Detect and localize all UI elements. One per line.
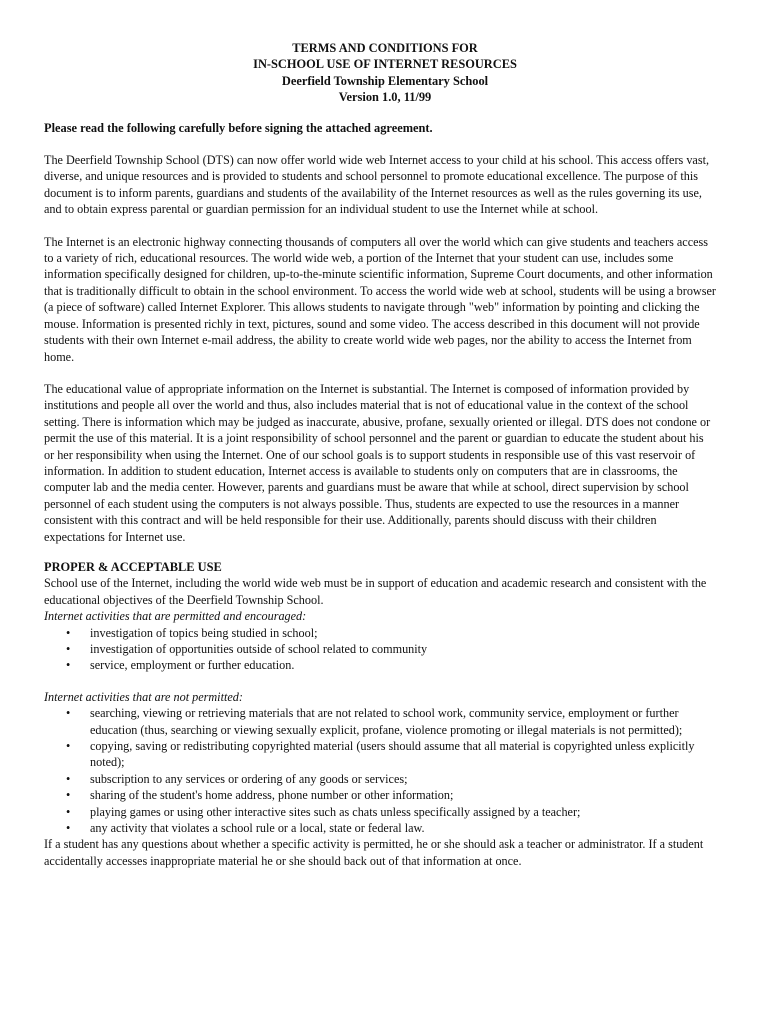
bullet-icon: • [66,739,71,754]
list-item: • investigation of opportunities outside of school related to community [66,642,428,656]
bullet-icon: • [66,804,71,819]
section-heading-acceptable-use: PROPER & ACCEPTABLE USE [44,559,222,574]
bullet-icon: • [66,706,71,721]
acceptable-use-body: School use of the Internet, including the world wide web must be in support of education and academic research and consistent with the educational objectives of the Deerfield Township School. [44,576,707,607]
bullet-icon: • [66,821,71,836]
list-item: • searching, viewing or retrieving materials that are not related to school work, community service, employment or further education (thus, searching or viewing sexually explicit, profane, violence promoting or illegal materials is not permitted); [66,706,683,737]
bullet-icon: • [66,658,71,673]
list-item: • copying, saving or redistributing copyrighted material (users should assume that all material is copyrighted unless explicitly noted); [66,739,695,770]
not-permitted-list [44,705,716,836]
document-page [44,40,716,869]
closing-paragraph: If a student has any questions about whether a specific activity is permitted, he or she should ask a teacher or administrator. If a student accidentally accesses inappropriate material he or she should back out of that information at once. [44,837,704,868]
version-line: Version 1.0, 11/99 [338,90,432,105]
bullet-icon: • [66,771,71,786]
intro-instruction: Please read the following carefully before signing the attached agreement. [44,120,433,135]
bullet-icon: • [66,788,71,803]
paragraph-educational-value: The educational value of appropriate information on the Internet is substantial. The Internet is composed of information provided by institutions and people all over the world and thus, also includes material that is not of educational value in the context of the school setting. There is information which may be judged as inaccurate, abusive, profane, sexually oriented or illegal. DTS does not condone or permit the use of this material. It is a joint responsibility of school personnel and the parent or guardian to educate the student about his or her responsibility when using the Internet. One of our school goals is to support students in responsible use of this vast reservoir of information. In addition to student education, Internet access is available to students only on computers that are in classrooms, the computer lab and the media center. However, parents and guardians must be aware that while at school, direct supervision by school personnel of each student using the computers is not always possible. Thus, students are expected to use the resources in a manner consistent with this contract and will be held responsible for their use. Additionally, parents should discuss with their children expectations for Internet use. [44,381,711,544]
bullet-icon: • [66,642,71,656]
list-item: • subscription to any services or ordering of any goods or services; [66,771,408,786]
permitted-label: Internet activities that are permitted and encouraged: [44,609,307,624]
list-item: • sharing of the student's home address, phone number or other information; [66,788,454,803]
title-line-2: IN-SCHOOL USE OF INTERNET RESOURCES [253,57,517,72]
document-title-block [54,40,716,106]
list-item: • any activity that violates a school rule or a local, state or federal law. [66,821,425,836]
school-name: Deerfield Township Elementary School [281,73,489,88]
list-item: • service, employment or further education. [66,658,295,673]
not-permitted-label: Internet activities that are not permitted: [44,689,243,704]
list-item: • playing games or using other interactive sites such as chats unless specifically assigned by a teacher; [66,804,581,819]
paragraph-purpose: The Deerfield Township School (DTS) can now offer world wide web Internet access to your child at his school. This access offers vast, diverse, and unique resources and is provided to students and school personnel to promote educational excellence. The purpose of this document is to inform parents, guardians and students of the availability of the Internet resources as well as the rules governing its use, and to obtain express parental or guardian permission for an individual student to use the Internet while at school. [44,153,709,217]
paragraph-internet-description: The Internet is an electronic highway connecting thousands of computers all over the world which can give students and teachers access to a variety of rich, educational resources. The world wide web, a portion of the Internet that your student can use, includes some information specifically designed for children, up-to-the-minute scientific information, Supreme Court documents, and other information that is traditionally difficult to obtain in the school environment. To access the world wide web at school, students will be using a browser (a piece of software) called Internet Explorer. This allows students to navigate through "web" information by pointing and clicking the mouse. Information is presented richly in text, pictures, sound and some video. The access described in this document will not provide students with their own Internet e-mail address, the ability to create world wide web pages, nor the ability to access the Internet from home. [44,234,716,364]
bullet-icon: • [66,625,71,640]
title-line-1: TERMS AND CONDITIONS FOR [292,41,478,55]
permitted-list [44,625,716,674]
list-item: • investigation of topics being studied in school; [66,625,318,640]
